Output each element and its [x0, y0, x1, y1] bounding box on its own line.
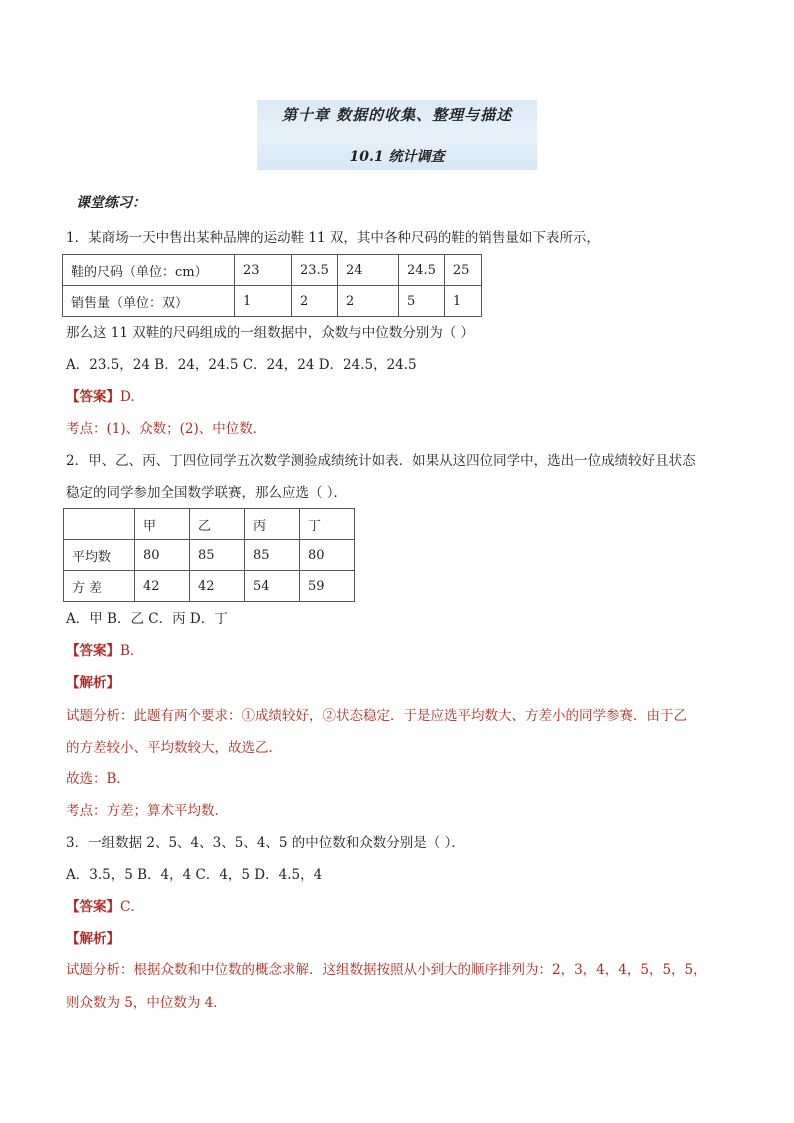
answer-value: D. [120, 389, 135, 405]
answer-label: 【答案】 [66, 899, 120, 915]
table-cell [64, 509, 135, 540]
chapter-banner [257, 100, 537, 170]
q2-stem-line2: 稳定的同学参加全国数学联赛，那么应选（ ）． [66, 485, 348, 501]
table-row [63, 286, 482, 317]
table-cell: 5 [398, 286, 444, 317]
q2-answer [66, 642, 143, 660]
table-cell: 80 [300, 540, 355, 571]
answer-value: B． [120, 643, 144, 659]
table-row [63, 255, 482, 286]
table-cell: 23.5 [292, 255, 338, 286]
q2-table [63, 508, 355, 602]
table-cell: 销售量（单位：双） [63, 286, 235, 317]
q3-answer [66, 898, 144, 916]
table-row [64, 509, 355, 540]
table-cell: 1 [444, 286, 481, 317]
q3-analysis-line1: 试题分析：根据众数和中位数的概念求解．这组数据按照从小到大的顺序排列为：2，3，4，4，5，5，5， [66, 962, 707, 978]
q1-stem: 1．某商场一天中售出某种品牌的运动鞋 11 双，其中各种尺码的鞋的销售量如下表所示， [66, 230, 600, 246]
table-cell: 80 [135, 540, 190, 571]
table-cell: 1 [235, 286, 292, 317]
q3-analysis-line2: 则众数为 5，中位数为 4． [66, 995, 227, 1011]
q1-kaodian: 考点：(1)、众数；(2)、中位数． [66, 421, 267, 437]
table-row [64, 571, 355, 602]
table-cell: 丙 [245, 509, 300, 540]
table-cell: 42 [190, 571, 245, 602]
table-cell: 2 [292, 286, 338, 317]
answer-value: C． [120, 899, 144, 915]
q1-table [62, 254, 482, 317]
table-cell: 平均数 [64, 540, 135, 571]
q2-stem-line1: 2．甲、乙、丙、丁四位同学五次数学测验成绩统计如表．如果从这四位同学中，选出一位成绩较好且状态 [66, 453, 696, 469]
q2-kaodian: 考点：方差；算术平均数． [66, 803, 228, 819]
q1-answer [66, 388, 135, 406]
section-title: 10.1 统计调查 [349, 149, 445, 165]
q1-question: 那么这 11 双鞋的尺码组成的一组数据中，众数与中位数分别为（ ） [66, 325, 475, 341]
table-cell: 59 [300, 571, 355, 602]
table-cell: 方 差 [64, 571, 135, 602]
table-cell: 85 [245, 540, 300, 571]
q1-options: A．23.5，24 B．24，24.5 C．24，24 D．24.5，24.5 [66, 357, 417, 373]
chapter-title: 第十章 数据的收集、整理与描述 [281, 106, 513, 124]
table-cell: 24 [337, 255, 398, 286]
q3-analysis-label: 【解析】 [66, 931, 120, 947]
table-cell: 42 [135, 571, 190, 602]
q2-analysis-line2: 的方差较小、平均数较大，故选乙． [66, 740, 282, 756]
q3-stem: 3．一组数据 2、5、4、3、5、4、5 的中位数和众数分别是（ ）． [66, 835, 465, 851]
table-cell: 丁 [300, 509, 355, 540]
table-cell: 54 [245, 571, 300, 602]
q2-analysis-label: 【解析】 [66, 675, 120, 691]
q3-options: A．3.5，5 B．4，4 C．4，5 D．4.5，4 [66, 867, 323, 883]
q2-analysis-line1: 试题分析：此题有两个要求：①成绩较好，②状态稳定．于是应选平均数大、方差小的同学参赛．由于乙 [66, 708, 687, 724]
table-cell: 甲 [135, 509, 190, 540]
q2-options: A．甲 B．乙 C．丙 D．丁 [66, 611, 228, 627]
table-cell: 鞋的尺码（单位：cm） [63, 255, 235, 286]
table-cell: 24.5 [398, 255, 444, 286]
table-cell: 25 [444, 255, 481, 286]
table-cell: 2 [337, 286, 398, 317]
table-row [64, 540, 355, 571]
table-cell: 85 [190, 540, 245, 571]
table-cell: 23 [235, 255, 292, 286]
table-cell: 乙 [190, 509, 245, 540]
q2-choose: 故选：B． [66, 771, 130, 787]
answer-label: 【答案】 [66, 389, 120, 405]
section-label: 课堂练习： [76, 195, 146, 211]
answer-label: 【答案】 [66, 643, 120, 659]
